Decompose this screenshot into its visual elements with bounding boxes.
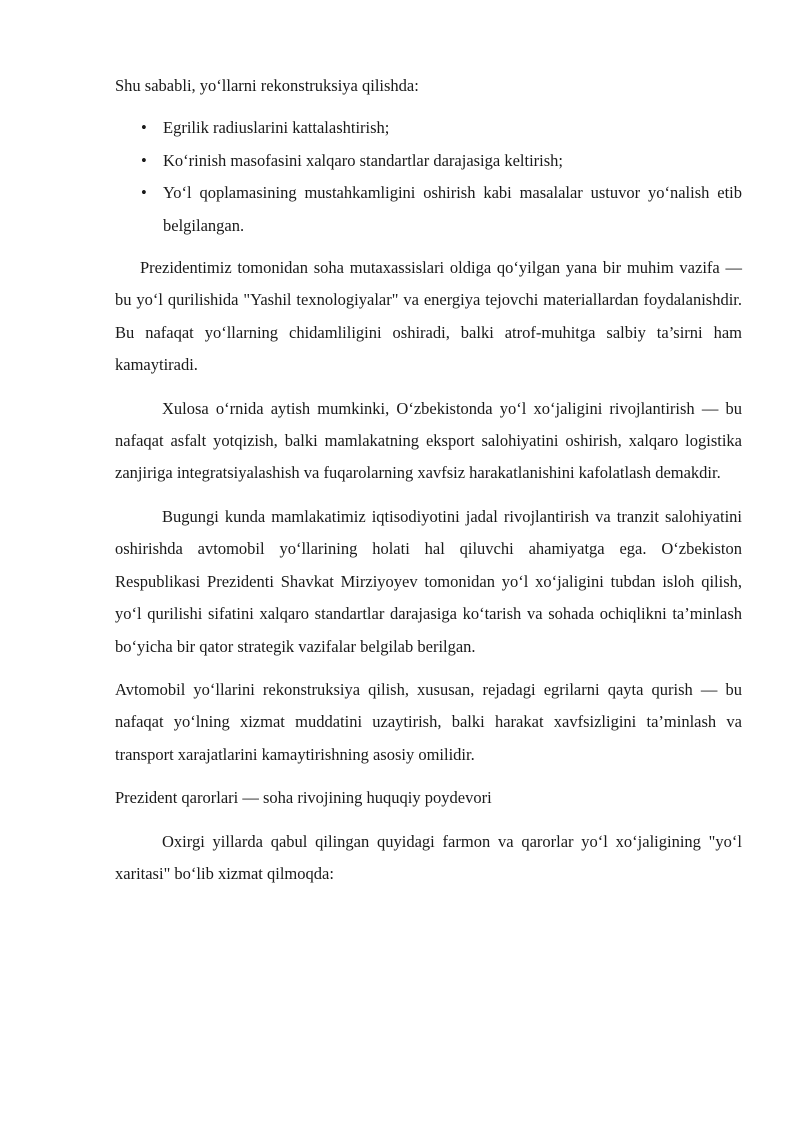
bullet-item: • Yo‘l qoplamasining mustahkamligini oshirish kabi masalalar ustuvor yo‘nalish etib belgilangan. [163, 177, 742, 242]
bullet-list [115, 112, 742, 242]
paragraph-green-tech: Prezidentimiz tomonidan soha mutaxassislari oldiga qo‘yilgan yana bir muhim vazifa — bu yo‘l qurilishida "Yashil texnologiyalar" va energiya tejovchi materiallardan foydalanishdir. Bu nafaqat yo‘llarning chidamliligini oshiradi, balki atrof-muhitga salbiy ta’sirni ham kamaytiradi. [115, 258, 742, 375]
intro-paragraph: Shu sababli, yo‘llarni rekonstruksiya qilishda: [115, 76, 419, 95]
paragraph-decrees: Oxirgi yillarda qabul qilingan quyidagi farmon va qarorlar yo‘l xo‘jaligining "yo‘l xaritasi" bo‘lib xizmat qilmoqda: [115, 831, 742, 883]
paragraph-economy: Bugungi kunda mamlakatimiz iqtisodiyotini jadal rivojlantirish va tranzit salohiyatini oshirishda avtomobil yo‘llarining holati hal qiluvchi ahamiyatga ega. O‘zbekiston Respublikasi Prezidenti Shavkat Mirziyoyev tomonidan yo‘l xo‘jaligini tubdan isloh qilish, yo‘l qurilishi sifatini xalqaro standartlar darajasiga ko‘tarish va sohada ochiqlikni ta’minlash bo‘yicha bir qator strategik vazifalar belgilab berilgan. [115, 506, 742, 656]
section-heading: Prezident qarorlari — soha rivojining huquqiy poydevori [115, 788, 492, 808]
document-page [115, 70, 742, 890]
paragraph-conclusion: Xulosa o‘rnida aytish mumkinki, O‘zbekistonda yo‘l xo‘jaligini rivojlantirish — bu nafaqat asfalt yotqizish, balki mamlakatning eksport salohiyatini oshirish, xalqaro logistika zanjiriga integratsiyalashish va fuqarolarning xavfsiz harakatlanishini kafolatlash demakdir. [115, 398, 742, 483]
paragraph-reconstruction: Avtomobil yo‘llarini rekonstruksiya qilish, xususan, rejadagi egrilarni qayta qurish — bu nafaqat yo‘lning xizmat muddatini uzaytirish, balki harakat xavfsizligini ta’minlash va transport xarajatlarini kamaytirishning asosiy omilidir. [115, 679, 742, 764]
bullet-item: • Ko‘rinish masofasini xalqaro standartlar darajasiga keltirish; [163, 145, 742, 177]
bullet-item: • Egrilik radiuslarini kattalashtirish; [163, 112, 742, 144]
